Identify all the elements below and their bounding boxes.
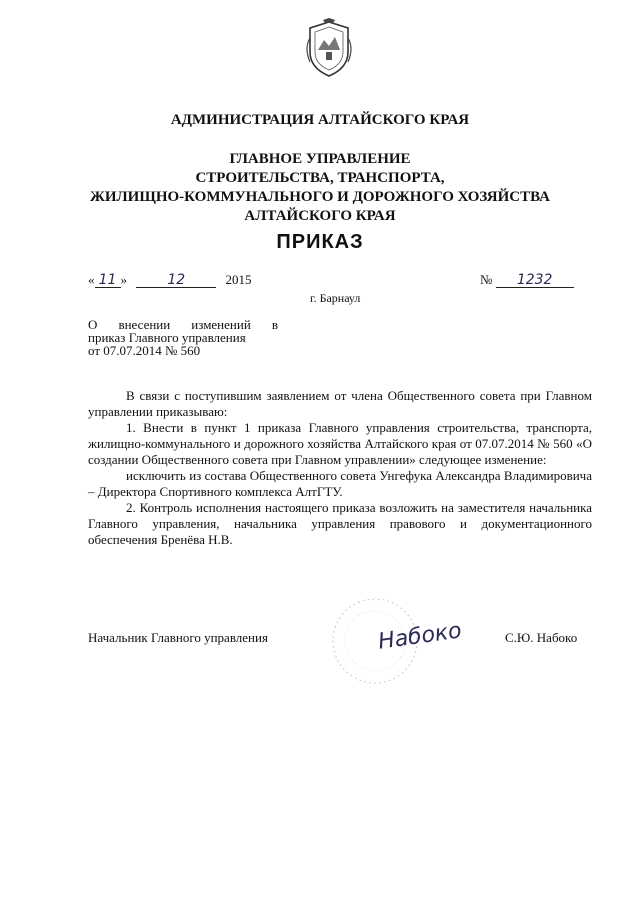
order-body xyxy=(88,388,592,548)
item-2-paragraph: 2. Контроль исполнения настоящего приказа возложить на заместителя начальника Главного управления, начальника управления правового и документационного обеспечения Бренёва Н.В. xyxy=(88,500,592,547)
order-subject xyxy=(88,318,278,357)
coat-of-arms-emblem xyxy=(302,18,356,80)
order-date xyxy=(88,272,252,288)
item-1-change-paragraph: исключить из состава Общественного совета Унгефука Александра Владимировича – Директора Спортивного комплекса АлтГТУ. xyxy=(88,468,592,499)
intro-paragraph: В связи с поступившим заявлением от члена Общественного совета при Главном управлении приказываю: xyxy=(88,388,592,419)
city: г. Барнаул xyxy=(310,291,361,305)
date-year: 2015 xyxy=(225,272,252,287)
subject-line: от 07.07.2014 № 560 xyxy=(88,343,201,358)
date-open-quote: « xyxy=(88,272,95,287)
signatory-name: С.Ю. Набоко xyxy=(505,630,578,645)
subject-line: О внесении изменений в xyxy=(88,317,278,332)
date-month: 12 xyxy=(136,274,216,288)
handwritten-signature: Набоко xyxy=(376,618,464,655)
date-close-quote: » xyxy=(120,272,127,287)
department-name xyxy=(0,150,640,226)
item-1-paragraph: 1. Внести в пункт 1 приказа Главного управления строительства, транспорта, жилищно-коммунального и дорожного хозяйства Алтайского края от 07.07.2014 № 560 «О создании Общественного совета при Главном управлении» следующее изменение: xyxy=(88,420,592,467)
order-number xyxy=(480,272,574,288)
department-line: СТРОИТЕЛЬСТВА, ТРАНСПОРТА, xyxy=(195,170,445,186)
department-line: АЛТАЙСКОГО КРАЯ xyxy=(244,208,396,224)
date-day: 11 xyxy=(95,274,121,288)
number-prefix: № xyxy=(480,272,493,287)
document-type: ПРИКАЗ xyxy=(276,231,364,253)
subject-line: приказ Главного управления xyxy=(88,330,246,345)
department-line: ЖИЛИЩНО-КОММУНАЛЬНОГО И ДОРОЖНОГО ХОЗЯЙСТВА xyxy=(90,189,550,205)
department-line: ГЛАВНОЕ УПРАВЛЕНИЕ xyxy=(229,151,411,167)
signatory-position: Начальник Главного управления xyxy=(88,630,268,645)
number-value: 1232 xyxy=(496,274,574,288)
administration-title: АДМИНИСТРАЦИЯ АЛТАЙСКОГО КРАЯ xyxy=(170,112,470,128)
